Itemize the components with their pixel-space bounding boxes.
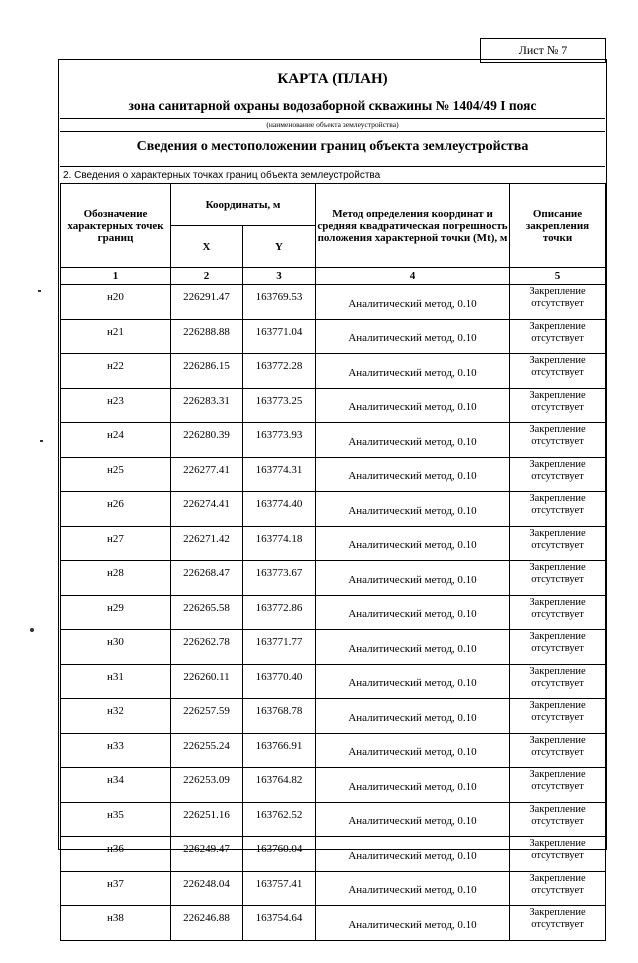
- point-cell: н31: [61, 664, 171, 699]
- column-number: 1: [61, 268, 171, 285]
- description-cell: Закрепление отсутствует: [510, 285, 606, 320]
- point-cell: н32: [61, 699, 171, 734]
- method-cell: Аналитический метод, 0.10: [316, 595, 510, 630]
- header-y: Y: [243, 226, 316, 268]
- point-cell: н34: [61, 768, 171, 803]
- method-cell: Аналитический метод, 0.10: [316, 906, 510, 941]
- header-point: Обозначение характерных точек границ: [61, 184, 171, 268]
- column-number: 2: [171, 268, 243, 285]
- method-cell: Аналитический метод, 0.10: [316, 768, 510, 803]
- y-cell: 163773.25: [243, 388, 316, 423]
- y-cell: 163764.82: [243, 768, 316, 803]
- coordinates-table: [60, 183, 606, 963]
- divider: [60, 166, 605, 167]
- document-title: КАРТА (ПЛАН): [277, 71, 388, 87]
- table-row: [61, 457, 606, 492]
- table-row: [61, 561, 606, 596]
- table-row: [61, 388, 606, 423]
- y-cell: 163771.04: [243, 319, 316, 354]
- x-cell: 226253.09: [171, 768, 243, 803]
- y-cell: 163772.28: [243, 354, 316, 389]
- point-cell: н22: [61, 354, 171, 389]
- section-title: Сведения о местоположении границ объекта землеустройства: [136, 139, 529, 154]
- point-cell: н21: [61, 319, 171, 354]
- header-x: X: [171, 226, 243, 268]
- y-cell: 163757.41: [243, 871, 316, 906]
- description-cell: Закрепление отсутствует: [510, 492, 606, 527]
- table-row: [61, 768, 606, 803]
- table-row: [61, 423, 606, 458]
- title-block: [60, 61, 605, 121]
- column-number: 5: [510, 268, 606, 285]
- table-row: [61, 595, 606, 630]
- x-cell: 226277.41: [171, 457, 243, 492]
- point-cell: н30: [61, 630, 171, 665]
- point-cell: н20: [61, 285, 171, 320]
- point-cell: н36: [61, 837, 171, 872]
- description-cell: Закрепление отсутствует: [510, 699, 606, 734]
- sheet-number: Лист № 7: [480, 38, 606, 63]
- divider: [60, 131, 605, 132]
- y-cell: 163773.93: [243, 423, 316, 458]
- x-cell: 226268.47: [171, 561, 243, 596]
- table-row: [61, 837, 606, 872]
- y-cell: 163771.77: [243, 630, 316, 665]
- y-cell: 163772.86: [243, 595, 316, 630]
- method-cell: Аналитический метод, 0.10: [316, 319, 510, 354]
- description-cell: Закрепление отсутствует: [510, 457, 606, 492]
- y-cell: 163760.04: [243, 837, 316, 872]
- method-cell: Аналитический метод, 0.10: [316, 664, 510, 699]
- x-cell: 226248.04: [171, 871, 243, 906]
- x-cell: 226286.15: [171, 354, 243, 389]
- y-cell: 163766.91: [243, 733, 316, 768]
- table-row: [61, 699, 606, 734]
- table-row: [61, 906, 606, 941]
- method-cell: Аналитический метод, 0.10: [316, 733, 510, 768]
- method-cell: Аналитический метод, 0.10: [316, 492, 510, 527]
- description-cell: Закрепление отсутствует: [510, 906, 606, 941]
- description-cell: Закрепление отсутствует: [510, 526, 606, 561]
- x-cell: 226246.88: [171, 906, 243, 941]
- point-cell: н33: [61, 733, 171, 768]
- header-coordinates: Координаты, м: [171, 184, 316, 226]
- header-description: Описание закрепления точки: [510, 184, 606, 268]
- document-subtitle: зона санитарной охраны водозаборной скважины № 1404/49 I пояс: [128, 98, 537, 113]
- point-cell: н27: [61, 526, 171, 561]
- x-cell: 226280.39: [171, 423, 243, 458]
- object-name-caption: (наименование объекта землеустройства): [266, 120, 399, 129]
- table-row: [61, 871, 606, 906]
- y-cell: 163774.18: [243, 526, 316, 561]
- description-cell: Закрепление отсутствует: [510, 664, 606, 699]
- description-cell: Закрепление отсутствует: [510, 388, 606, 423]
- x-cell: 226255.24: [171, 733, 243, 768]
- description-cell: Закрепление отсутствует: [510, 802, 606, 837]
- empty-row: [61, 940, 606, 963]
- y-cell: 163769.53: [243, 285, 316, 320]
- point-cell: н23: [61, 388, 171, 423]
- point-cell: н26: [61, 492, 171, 527]
- method-cell: Аналитический метод, 0.10: [316, 802, 510, 837]
- y-cell: 163768.78: [243, 699, 316, 734]
- table-row: [61, 664, 606, 699]
- description-cell: Закрепление отсутствует: [510, 595, 606, 630]
- empty-cell: [61, 940, 606, 963]
- column-number: 4: [316, 268, 510, 285]
- column-number-row: [61, 268, 606, 285]
- x-cell: 226257.59: [171, 699, 243, 734]
- y-cell: 163754.64: [243, 906, 316, 941]
- description-cell: Закрепление отсутствует: [510, 354, 606, 389]
- method-cell: Аналитический метод, 0.10: [316, 285, 510, 320]
- description-cell: Закрепление отсутствует: [510, 733, 606, 768]
- method-cell: Аналитический метод, 0.10: [316, 526, 510, 561]
- description-cell: Закрепление отсутствует: [510, 423, 606, 458]
- method-cell: Аналитический метод, 0.10: [316, 871, 510, 906]
- x-cell: 226262.78: [171, 630, 243, 665]
- method-cell: Аналитический метод, 0.10: [316, 699, 510, 734]
- y-cell: 163774.31: [243, 457, 316, 492]
- description-cell: Закрепление отсутствует: [510, 319, 606, 354]
- y-cell: 163773.67: [243, 561, 316, 596]
- table-row: [61, 319, 606, 354]
- header-method: Метод определения координат и средняя квадратическая погрешность положения характерной точки (Mt), м: [316, 184, 510, 268]
- table-row: [61, 802, 606, 837]
- method-cell: Аналитический метод, 0.10: [316, 561, 510, 596]
- x-cell: 226251.16: [171, 802, 243, 837]
- description-cell: Закрепление отсутствует: [510, 768, 606, 803]
- y-cell: 163762.52: [243, 802, 316, 837]
- method-cell: Аналитический метод, 0.10: [316, 388, 510, 423]
- point-cell: н37: [61, 871, 171, 906]
- point-cell: н35: [61, 802, 171, 837]
- subsection-title: 2. Сведения о характерных точках границ объекта землеустройства: [63, 170, 381, 181]
- x-cell: 226249.47: [171, 837, 243, 872]
- table-row: [61, 630, 606, 665]
- x-cell: 226274.41: [171, 492, 243, 527]
- x-cell: 226283.31: [171, 388, 243, 423]
- x-cell: 226291.47: [171, 285, 243, 320]
- description-cell: Закрепление отсутствует: [510, 871, 606, 906]
- table-row: [61, 354, 606, 389]
- scan-speck: [30, 628, 34, 632]
- description-cell: Закрепление отсутствует: [510, 630, 606, 665]
- table-row: [61, 285, 606, 320]
- point-cell: н29: [61, 595, 171, 630]
- method-cell: Аналитический метод, 0.10: [316, 423, 510, 458]
- column-number: 3: [243, 268, 316, 285]
- x-cell: 226260.11: [171, 664, 243, 699]
- divider: [60, 118, 605, 119]
- y-cell: 163774.40: [243, 492, 316, 527]
- point-cell: н38: [61, 906, 171, 941]
- point-cell: н28: [61, 561, 171, 596]
- method-cell: Аналитический метод, 0.10: [316, 837, 510, 872]
- x-cell: 226265.58: [171, 595, 243, 630]
- method-cell: Аналитический метод, 0.10: [316, 457, 510, 492]
- table-row: [61, 526, 606, 561]
- y-cell: 163770.40: [243, 664, 316, 699]
- x-cell: 226271.42: [171, 526, 243, 561]
- point-cell: н25: [61, 457, 171, 492]
- table-row: [61, 733, 606, 768]
- description-cell: Закрепление отсутствует: [510, 837, 606, 872]
- scan-speck: [40, 440, 43, 442]
- method-cell: Аналитический метод, 0.10: [316, 354, 510, 389]
- scan-speck: [38, 290, 41, 292]
- table-row: [61, 492, 606, 527]
- method-cell: Аналитический метод, 0.10: [316, 630, 510, 665]
- x-cell: 226288.88: [171, 319, 243, 354]
- point-cell: н24: [61, 423, 171, 458]
- description-cell: Закрепление отсутствует: [510, 561, 606, 596]
